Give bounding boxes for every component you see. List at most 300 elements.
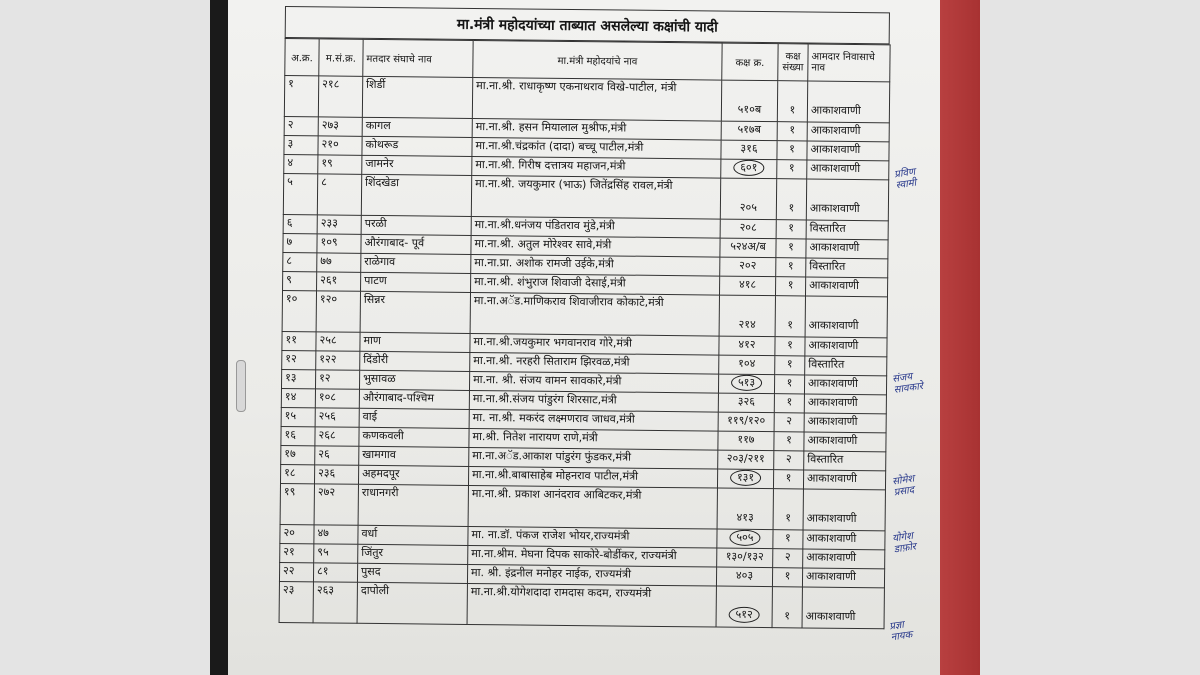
cell-room-count: [775, 296, 805, 337]
cell-mla-no: [315, 446, 359, 465]
cell-room-no-text: ११९/१२०: [727, 413, 766, 428]
cell-constituency: [358, 544, 468, 564]
cell-room-count: [772, 587, 802, 628]
table-row: [283, 173, 888, 220]
cell-sr-text: १८: [284, 466, 296, 480]
cell-mla-no: [314, 544, 358, 563]
cell-minister-name: [471, 273, 720, 295]
room-no-circled: ६०१: [733, 160, 764, 176]
cell-constituency-text: राळेगाव: [364, 254, 396, 269]
cell-room-no: [718, 450, 774, 470]
cell-minister-name: [468, 526, 717, 548]
cell-sr-text: २०: [283, 526, 296, 540]
cell-mla-no-text: २३६: [318, 466, 336, 480]
cell-minister-name: [471, 254, 720, 276]
cell-residence: [804, 394, 886, 414]
cell-room-no: [719, 336, 775, 356]
cell-room-no: [721, 159, 777, 179]
cell-mla-no-text: २१०: [321, 137, 339, 151]
cell-minister-name: [469, 390, 718, 412]
cell-constituency: [362, 117, 472, 137]
header-residence: आमदार निवासाचे नाव: [808, 44, 890, 82]
cell-room-count: [776, 179, 806, 220]
cell-residence-text: आकाशवाणी: [808, 338, 859, 353]
cell-room-no-text: ५१०ब: [737, 102, 762, 116]
cell-room-count-text: १: [786, 433, 792, 447]
cell-residence: [804, 451, 886, 471]
cell-residence-text: आकाशवाणी: [810, 161, 861, 176]
cell-residence: [804, 413, 886, 433]
cell-mla-no: [317, 234, 361, 253]
cell-mla-no-text: २१८: [322, 77, 340, 91]
cell-sr-text: १३: [285, 371, 297, 385]
cell-minister-name-text: मा.ना.श्री. नरहरी सिताराम झिरवळ,मंत्री: [473, 353, 630, 369]
cell-constituency-text: जिंतुर: [361, 545, 384, 560]
cell-minister-name: [470, 352, 719, 374]
room-no-circled: ५०५: [729, 530, 760, 546]
cell-room-no-text: ४०३: [735, 568, 754, 582]
cell-minister-name-text: मा.ना.श्री. हसन मियालाल मुश्रीफ,मंत्री: [475, 120, 627, 135]
cell-room-no: [716, 586, 772, 628]
cell-minister-name-text: मा.ना.श्री. जयकुमार (भाऊ) जितेंद्रसिंह रावल,मंत्री: [475, 177, 673, 193]
cell-residence: [804, 432, 886, 452]
cell-residence-text: आकाशवाणी: [810, 123, 861, 138]
cell-room-count-text: १: [787, 338, 793, 352]
cell-constituency: [357, 563, 467, 583]
cell-room-count-text: १: [788, 221, 795, 235]
cell-constituency: [357, 582, 467, 624]
cell-sr: [283, 173, 317, 214]
cell-sr-text: २२: [283, 564, 295, 578]
cell-minister-name: [471, 175, 720, 219]
cell-minister-name: [470, 333, 719, 355]
cell-mla-no: [314, 465, 358, 484]
cell-room-count-text: १: [785, 471, 792, 485]
cell-room-no: [718, 431, 774, 451]
cell-room-count-text: २: [785, 452, 792, 466]
handwritten-note-3: सोमेश प्रसाद: [891, 473, 916, 499]
cell-residence: [806, 179, 888, 221]
cell-mla-no-text: १९: [321, 156, 333, 170]
cell-residence: [805, 337, 887, 357]
cell-residence: [806, 220, 888, 240]
cell-constituency: [362, 155, 472, 175]
cell-minister-name: [471, 235, 720, 257]
cell-minister-name-text: मा.ना.श्री.चंद्रकांत (दादा) बच्चू पाटील,मंत्री: [475, 139, 644, 154]
cell-minister-name: [472, 118, 721, 140]
table-header-row: [285, 39, 890, 82]
cell-mla-no-text: १२२: [319, 352, 337, 366]
cell-mla-no: [316, 291, 360, 332]
cell-minister-name-text: मा.ना.अॅड.माणिकराव शिवाजीराव कोकाटे,मंत्री: [473, 293, 664, 309]
cell-minister-name-text: मा.ना.श्री. राधाकृष्ण एकनाथराव विखे-पाटील, मंत्री: [476, 79, 677, 95]
header-minister: मा.मंत्री महोदयांचे नाव: [473, 40, 722, 80]
cell-room-count: [774, 375, 804, 394]
cell-room-no: [717, 529, 773, 549]
cell-minister-name-text: मा.ना.अॅड.आकाश पांडुरंग फुंडकर,मंत्री: [472, 448, 632, 464]
cell-minister-name: [472, 156, 721, 178]
table-body: [279, 76, 890, 629]
cell-mla-no: [313, 582, 357, 623]
cell-constituency-text: औरंगाबाद- पूर्व: [364, 235, 425, 250]
cell-minister-name-text: मा.ना.प्रा. अशोक रामजी उईके,मंत्री: [474, 255, 614, 271]
cell-residence-text: आकाशवाणी: [808, 318, 859, 333]
cell-constituency-text: कोथरूड: [365, 137, 399, 152]
cell-residence: [805, 356, 887, 376]
cell-room-no-text: ३१६: [740, 141, 758, 155]
cell-minister-name: [470, 292, 719, 336]
cell-residence: [807, 141, 889, 161]
cell-residence: [805, 296, 887, 338]
cell-sr-text: ३: [287, 137, 294, 151]
cell-sr-text: ९: [286, 273, 292, 287]
cell-room-count-text: १: [788, 161, 795, 175]
cell-room-count: [777, 141, 807, 160]
cell-residence: [803, 549, 885, 569]
cell-residence-text: आकाशवाणी: [806, 550, 857, 565]
cell-sr-text: १२: [285, 352, 297, 366]
cell-sr-text: ६: [286, 216, 293, 230]
cell-sr: [281, 445, 315, 464]
cell-room-count-text: १: [788, 201, 795, 215]
cell-minister-name: [467, 583, 716, 627]
cell-constituency-text: दिंडोरी: [363, 352, 389, 367]
cell-sr: [280, 483, 314, 524]
cell-room-count-text: १: [786, 357, 793, 371]
cell-sr: [281, 426, 315, 445]
cell-constituency-text: औरंगाबाद-पश्चिम: [362, 390, 435, 405]
handwritten-note-5: प्रज्ञा नायक: [888, 619, 914, 644]
cell-constituency: [361, 272, 471, 292]
background-left: [0, 0, 210, 675]
cell-room-count-text: १: [789, 123, 796, 137]
red-folder-edge: [940, 0, 980, 675]
cell-room-count: [777, 122, 807, 141]
cell-constituency: [358, 525, 468, 545]
table-row: [280, 483, 885, 530]
cell-room-count: [773, 470, 803, 489]
cell-mla-no: [318, 136, 362, 155]
cell-room-no: [721, 80, 777, 122]
header-room-no: कक्ष क्र.: [722, 43, 778, 81]
cell-minister-name: [469, 371, 718, 393]
cell-room-count-text: २: [786, 414, 793, 428]
cell-constituency: [358, 465, 468, 485]
cell-sr-text: १७: [284, 447, 296, 461]
cell-room-count-text: १: [789, 142, 795, 156]
cell-minister-name-text: मा.श्री. नितेश नारायण राणे,मंत्री: [472, 429, 598, 445]
cell-sr: [279, 581, 313, 622]
cell-constituency: [359, 408, 469, 428]
cell-room-no-text: २०८: [739, 220, 757, 234]
cell-mla-no-text: २३३: [320, 216, 338, 230]
cell-sr-text: २१: [283, 545, 295, 559]
cell-room-count: [775, 277, 805, 296]
cell-sr: [280, 543, 314, 562]
cell-mla-no-text: २७२: [317, 485, 336, 499]
cell-constituency: [359, 370, 469, 390]
cell-constituency: [359, 427, 469, 447]
cell-room-count: [775, 337, 805, 356]
cell-mla-no: [317, 174, 361, 215]
cell-constituency-text: पाटण: [364, 273, 387, 288]
cell-constituency-text: पुसद: [361, 564, 381, 579]
handwritten-note-4: योगेश डाफ़ोर: [891, 530, 917, 556]
cell-mla-no-text: १२०: [319, 292, 338, 306]
cell-room-no-text: २१४: [738, 317, 756, 331]
cell-sr-text: ८: [286, 254, 293, 268]
cell-room-count: [774, 432, 804, 451]
cell-minister-name: [468, 485, 717, 529]
cell-minister-name: [472, 137, 721, 159]
cell-residence-text: आकाशवाणी: [810, 103, 861, 118]
cell-residence: [807, 160, 889, 180]
cell-sr-text: २३: [282, 583, 295, 597]
cell-sr: [284, 135, 318, 154]
paper-shadow-edge: [210, 0, 228, 675]
cell-sr: [282, 331, 316, 350]
handwritten-note-1: प्रविण स्वामी: [893, 166, 918, 192]
cell-constituency-text: शिर्डी: [366, 77, 386, 92]
cell-mla-no-text: १२: [319, 371, 331, 385]
cell-mla-no: [317, 215, 361, 234]
room-no-circled: ५१२: [728, 607, 759, 623]
cell-room-count-text: १: [787, 278, 794, 292]
cell-residence-text: आकाशवाणी: [807, 395, 858, 410]
cell-mla-no: [318, 155, 362, 174]
cell-room-no: [716, 567, 772, 587]
cell-sr: [283, 233, 317, 252]
cell-mla-no: [317, 272, 361, 291]
cell-room-count-text: १: [789, 103, 796, 117]
cell-constituency-text: जामनेर: [365, 156, 394, 171]
cell-minister-name: [469, 428, 718, 450]
cell-minister-name-text: मा.ना.श्री. प्रकाश आनंदराव आबिटकर,मंत्री: [471, 486, 642, 502]
cell-mla-no: [313, 563, 357, 582]
cell-room-no: [719, 355, 775, 375]
cell-room-no-text: २०२: [739, 258, 757, 272]
cell-mla-no: [315, 408, 359, 427]
cell-constituency: [359, 446, 469, 466]
cell-room-no-text: ४१३: [736, 510, 754, 524]
cell-mla-no-text: ९५: [317, 545, 329, 559]
cell-constituency: [362, 136, 472, 156]
cell-sr-text: १०: [285, 292, 298, 306]
cell-room-count-text: १: [788, 240, 794, 254]
cell-sr: [283, 252, 317, 271]
cell-minister-name-text: मा. श्री. इंद्रनील मनोहर नाईक, राज्यमंत्री: [471, 565, 632, 581]
header-constituency: मतदार संघाचे नाव: [363, 39, 473, 77]
cell-constituency: [361, 215, 471, 235]
cell-mla-no: [317, 253, 361, 272]
cell-residence-text: आकाशवाणी: [809, 278, 859, 293]
cell-room-count-text: १: [785, 511, 792, 525]
cell-constituency: [360, 291, 470, 333]
cell-residence-text: विस्तारित: [807, 452, 844, 466]
cell-room-no-text: ३२६: [737, 394, 756, 408]
cell-minister-name-text: मा.ना.श्री.योगेशदादा रामदास कदम, राज्यमंत्री: [470, 584, 652, 600]
cell-room-no-text: २०५: [739, 200, 758, 214]
cell-minister-name-text: मा.ना.श्री.संजय पांडुरंग शिरसाट,मंत्री: [472, 391, 617, 407]
cell-mla-no: [315, 427, 359, 446]
cell-sr: [283, 214, 317, 233]
cell-sr: [284, 154, 318, 173]
cell-minister-name-text: मा.ना.श्री.जयकुमार भगवानराव गोरे,मंत्री: [473, 334, 632, 350]
cell-minister-name-text: मा.ना.श्री. शंभुराज शिवाजी देसाई,मंत्री: [474, 274, 626, 290]
cell-room-count-text: १: [784, 569, 791, 583]
cell-residence-text: आकाशवाणी: [807, 471, 857, 486]
cell-sr-text: २: [287, 118, 294, 132]
cell-mla-no-text: २७३: [321, 118, 339, 132]
cell-room-count: [777, 160, 807, 179]
cell-room-count-text: २: [784, 550, 791, 564]
cell-sr: [279, 562, 313, 581]
cell-room-no-text: १०४: [738, 356, 756, 370]
cell-constituency: [360, 351, 470, 371]
cell-room-no: [718, 412, 774, 432]
table-row: [282, 290, 887, 337]
cell-minister-name: [467, 564, 716, 586]
cell-mla-no-text: ८१: [317, 564, 329, 578]
cell-constituency: [361, 174, 471, 216]
cell-sr-text: ७: [286, 235, 293, 249]
cell-residence-text: आकाशवाणी: [807, 414, 858, 429]
cell-constituency: [362, 76, 472, 118]
cell-residence: [805, 277, 887, 297]
cell-mla-no: [314, 525, 358, 544]
cell-sr: [281, 407, 315, 426]
cell-residence-text: आकाशवाणी: [805, 609, 856, 624]
cell-sr-text: १: [288, 77, 294, 91]
cell-minister-name-text: मा.ना.श्री. अतुल मोरेश्वर सावे,मंत्री: [474, 236, 612, 252]
cell-residence: [807, 81, 889, 123]
cell-sr: [282, 350, 316, 369]
cell-constituency-text: वाई: [362, 409, 378, 423]
header-sr: अ.क्र.: [285, 39, 319, 76]
cell-room-count: [774, 413, 804, 432]
cell-room-no: [717, 469, 773, 489]
cell-room-count: [775, 356, 805, 375]
cell-minister-name: [472, 77, 721, 121]
cell-room-no-text: १३०/१३२: [725, 549, 764, 564]
cell-residence-text: आकाशवाणी: [810, 142, 861, 157]
cell-residence: [806, 239, 888, 259]
background-right: [980, 0, 1200, 675]
cell-sr: [283, 271, 317, 290]
cell-mla-no-text: ४७: [317, 526, 330, 540]
cell-constituency: [358, 484, 468, 526]
cell-room-count: [774, 451, 804, 470]
cell-mla-no: [316, 351, 360, 370]
cell-constituency: [360, 332, 470, 352]
handwritten-note-2: संजय सावकारे: [891, 371, 924, 396]
room-no-circled: १३१: [730, 470, 761, 486]
cell-minister-name-text: मा.ना.श्री.धनंजय पंडितराव मुंडे,मंत्री: [474, 217, 615, 233]
cell-room-count-text: १: [787, 259, 794, 273]
cell-sr: [281, 388, 315, 407]
cell-room-count: [776, 220, 806, 239]
cell-room-no-text: ४१२: [738, 337, 756, 351]
cell-room-no-text: २०३/२११: [726, 451, 765, 466]
cell-room-no: [720, 238, 776, 258]
header-room-count: कक्ष संख्या: [778, 44, 808, 81]
cell-mla-no: [315, 370, 359, 389]
cell-mla-no-text: २५६: [318, 409, 336, 423]
cell-constituency-text: दापोली: [360, 583, 390, 598]
cell-mla-no-text: १०९: [320, 235, 338, 249]
cell-room-count-text: १: [787, 318, 794, 332]
cell-residence: [806, 258, 888, 278]
cell-sr: [282, 290, 316, 331]
cell-room-count: [776, 239, 806, 258]
cell-constituency-text: परळी: [364, 216, 387, 231]
cell-mla-no: [314, 484, 358, 525]
cell-room-count: [777, 81, 807, 122]
cell-room-count-text: १: [785, 531, 791, 545]
cell-room-count-text: १: [786, 376, 793, 390]
cell-mla-no-text: २६८: [318, 428, 336, 442]
cell-mla-no-text: १०८: [318, 390, 337, 404]
cell-sr-text: १९: [283, 485, 296, 499]
cell-mla-no: [316, 332, 360, 351]
cell-constituency: [359, 389, 469, 409]
cell-sr: [280, 464, 314, 483]
cell-constituency-text: शिंदखेडा: [365, 175, 400, 190]
cell-constituency-text: सिन्नर: [363, 292, 386, 307]
cell-residence-text: आकाशवाणी: [805, 569, 856, 584]
cell-sr-text: ११: [285, 333, 298, 347]
cell-room-no-text: ५१७ब: [737, 122, 762, 136]
table-row: [279, 581, 884, 628]
cell-residence-text: आकाशवाणी: [809, 201, 860, 216]
room-list-document: [279, 6, 890, 629]
cell-residence-text: विस्तारित: [809, 221, 846, 235]
cell-mla-no: [318, 117, 362, 136]
cell-room-no: [721, 140, 777, 160]
table-row: [284, 76, 889, 123]
cell-minister-name-text: मा.ना.श्री.बाबासाहेब मोहनराव पाटील,मंत्री: [472, 467, 639, 483]
cell-room-count: [772, 568, 802, 587]
room-no-circled: ५१३: [731, 375, 762, 391]
cell-mla-no-text: ७७: [320, 254, 332, 268]
cell-minister-name: [469, 409, 718, 431]
cell-room-no: [718, 393, 774, 413]
cell-room-no: [717, 548, 773, 568]
binder-clip-mark: [236, 360, 246, 412]
cell-mla-no-text: २५८: [319, 333, 337, 347]
cell-sr-text: ५: [287, 175, 293, 189]
cell-sr-text: १४: [284, 390, 297, 404]
cell-room-no: [721, 121, 777, 141]
room-allocation-table: [279, 38, 891, 629]
cell-room-no: [717, 488, 773, 530]
cell-minister-name-text: मा. ना.डॉ. पंकज राजेश भोयर,राज्यमंत्री: [471, 527, 630, 543]
cell-constituency-text: अहमदपूर: [362, 466, 400, 481]
cell-sr-text: १५: [284, 409, 297, 423]
cell-mla-no-text: २६: [318, 447, 330, 461]
cell-mla-no: [318, 76, 362, 117]
cell-room-count-text: १: [784, 609, 791, 623]
cell-residence: [803, 489, 885, 531]
cell-residence-text: विस्तारित: [809, 259, 846, 273]
cell-room-no: [720, 219, 776, 239]
cell-room-count: [774, 394, 804, 413]
cell-room-no-text: ११७: [737, 432, 755, 446]
cell-residence-text: आकाशवाणी: [808, 376, 858, 391]
cell-minister-name-text: मा.ना.श्रीम. मेघना दिपक साकोरे-बोर्डीकर, राज्यमंत्री: [471, 546, 677, 563]
cell-room-count: [776, 258, 806, 277]
cell-room-no: [718, 374, 774, 394]
